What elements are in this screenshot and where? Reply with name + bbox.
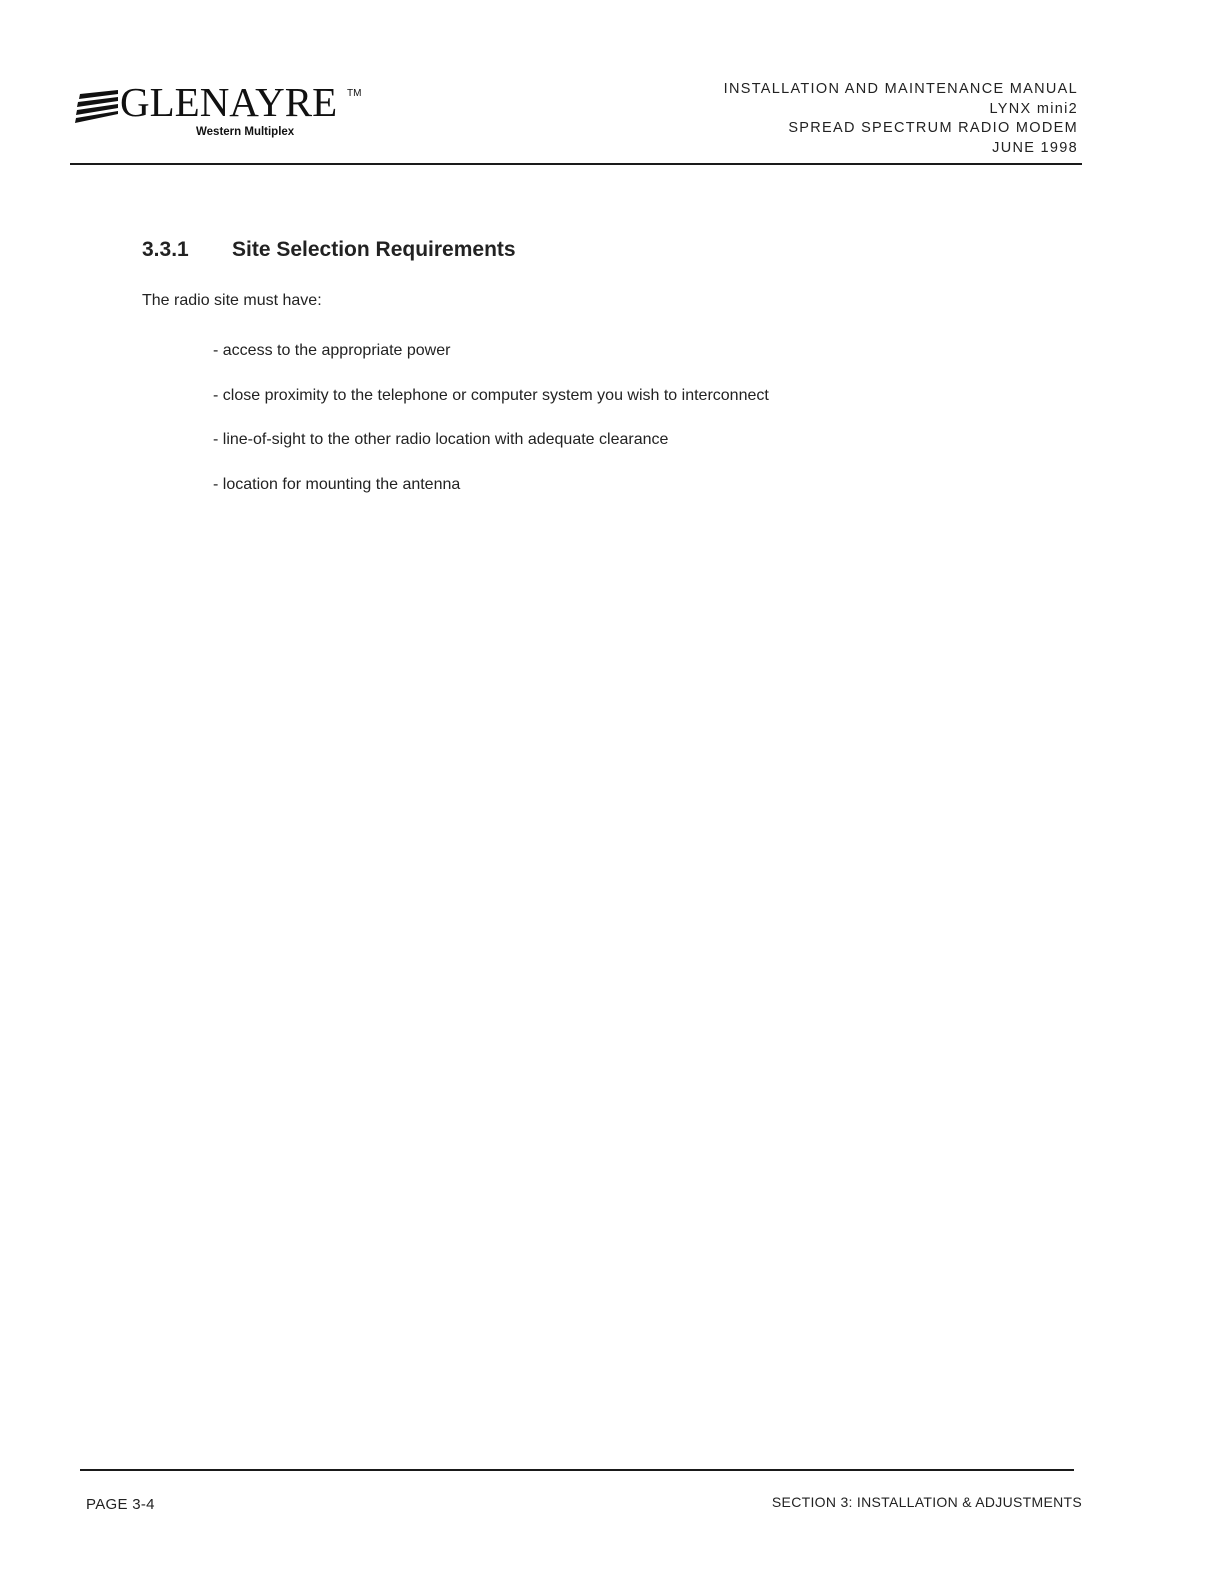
- footer-divider: [80, 1469, 1074, 1471]
- document-header: [724, 80, 1078, 158]
- list-item: - access to the appropriate power: [213, 342, 451, 359]
- section-number: 3.3.1: [142, 238, 189, 261]
- list-item: - close proximity to the telephone or computer system you wish to interconnect: [213, 386, 769, 404]
- requirements-list: [213, 342, 769, 520]
- page-number: PAGE 3-4: [86, 1496, 155, 1513]
- glenayre-swoosh-icon: [74, 88, 120, 128]
- footer-section: SECTION 3: INSTALLATION & ADJUSTMENTS: [771, 1494, 1082, 1510]
- logo-subtitle: Western Multiplex: [196, 126, 295, 138]
- product-name: LYNX mini2: [989, 100, 1078, 117]
- header-divider: [70, 163, 1082, 165]
- logo-brand: GLENAYRE: [120, 79, 338, 125]
- manual-title: INSTALLATION AND MAINTENANCE MANUAL: [723, 81, 1078, 97]
- list-item: - location for mounting the antenna: [213, 475, 461, 493]
- section-title: Site Selection Requirements: [232, 238, 516, 261]
- list-item: - line-of-sight to the other radio location with adequate clearance: [213, 431, 669, 448]
- intro-paragraph: The radio site must have:: [142, 292, 322, 309]
- company-logo: [74, 79, 374, 144]
- section-heading: [142, 238, 516, 262]
- logo-trademark: TM: [347, 88, 362, 99]
- product-description: SPREAD SPECTRUM RADIO MODEM: [788, 120, 1078, 136]
- document-date: JUNE 1998: [992, 139, 1078, 156]
